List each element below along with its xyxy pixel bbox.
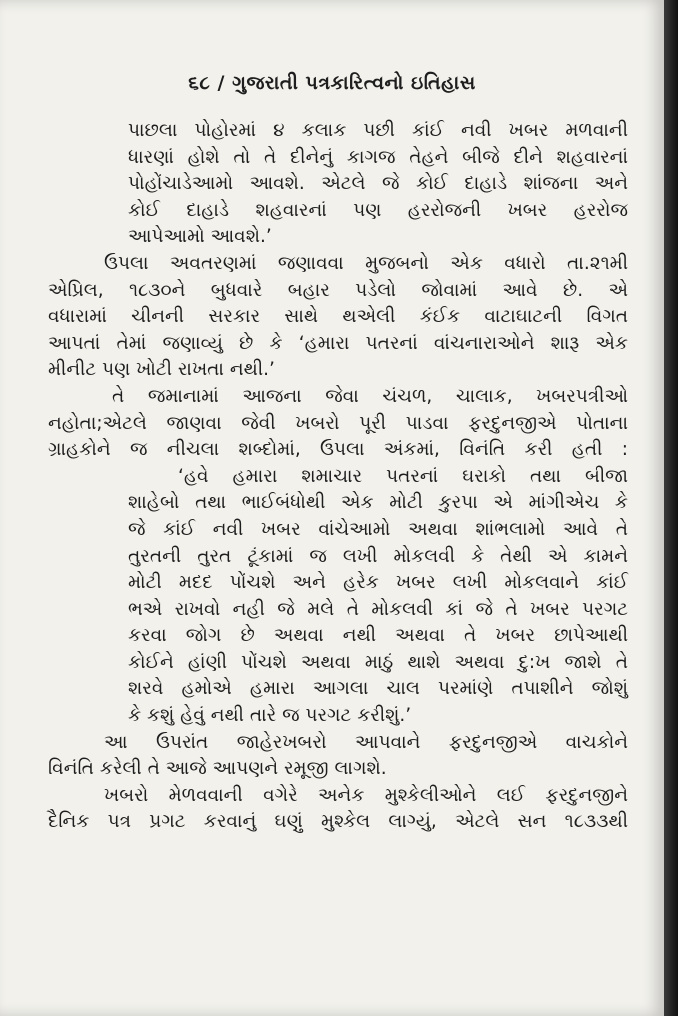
text-line: વિનંતિ કરેલી તે આજે આપણને રમૂજી લાગશે. <box>48 758 387 780</box>
page-number: ૬૮ <box>188 72 211 94</box>
text-line: કે કશું હેવું નથી તારે જ પરગટ કરીશું.’ <box>128 705 412 727</box>
text-line: જે કાંઈ નવી ખબર વાંચેઆમો અથવા શાંભલામો આવે તે <box>128 518 628 540</box>
text-line: તે જમાનામાં આજના જેવા ચંચળ, ચાલાક, ખબરપત્રીઓ <box>112 385 628 407</box>
text-line: એપ્રિલ, ૧૮૩૦ને બુધવારે બહાર પડેલો જોવામાં આવે છે. એ <box>48 279 628 301</box>
text-line: આ ઉપરાંત જાહેરખબરો આપવાને ફરદુનજીએ વાચકોને <box>104 731 628 753</box>
book-title: ગુજરાતી પત્રકારિત્વનો ઇતિહાસ <box>232 72 476 94</box>
text-line: કરવા જોગ છે અથવા નથી અથવા તે ખબર છાપેઆથી <box>128 625 628 647</box>
text-line: વધારામાં ચીનની સરકાર સાથે થએલી કંઈક વાટાઘાટની વિગત <box>48 306 628 328</box>
text-line: ‘હવે હમારા શમાચાર પતરનાં ઘરાકો તથા બીજા <box>178 465 628 487</box>
text-line: આપેઆમો આવશે.’ <box>128 226 272 248</box>
running-header <box>0 72 664 94</box>
text-line: દૈનિક પત્ર પ્રગટ કરવાનું ઘણું મુશ્કેલ લાગ્યું, એટલે સન ૧૮૩૩થી <box>48 811 628 833</box>
page-shadow-edge <box>664 0 678 1016</box>
text-line: ભએ રાખવો નહી જે મલે તે મોકલવી કાં જે તે ખબર પરગટ <box>128 598 628 620</box>
text-line: ખબરો મેળવવાની વગેરે અનેક મુશ્કેલીઓને લઈ ફરદુનજીને <box>104 784 628 806</box>
text-line: કોઈ દાહાડે શહવારનાં પણ હરરોજની ખબર હરરોજ <box>128 199 628 221</box>
header-separator: / <box>217 72 225 94</box>
text-line: મીનીટ પણ ખોટી રાખતા નથી.’ <box>48 359 275 381</box>
text-line: પાછલા પોહોરમાં ૪ કલાક પછી કાંઈ નવી ખબર મળવાની <box>128 120 628 141</box>
text-line: મોટી મદદ પોંચશે અને હરેક ખબર લખી મોકલવાને કાંઈ <box>128 572 628 594</box>
text-line: શરવે હમોએ હમારા આગલા ચાલ પરમાંણે તપાશીને જોશું <box>128 678 628 700</box>
text-line: કોઈને હાંણી પોંચશે અથવા માઠું થાશે અથવા દુ:ખ જાશે તે <box>128 651 628 673</box>
text-line: ઉપલા અવતરણમાં જણાવવા મુજબનો એક વધારો તા.૨૧મી <box>104 252 628 274</box>
text-line: પોહોંચાડેઆમો આવશે. એટલે જે કોઈ દાહાડે શાંજના અને <box>128 173 628 195</box>
text-line: તુરતની તુરત ટૂંકામાં જ લખી મોકલવી કે તેથી એ કામને <box>128 545 628 567</box>
body-text <box>0 118 664 836</box>
text-line: નહોતા;એટલે જાણવા જેવી ખબરો પૂરી પાડવા ફરદુનજીએ પોતાના <box>48 412 628 434</box>
text-line: ગ્રાહકોને જ નીચલા શબ્દોમાં, ઉપલા અંકમાં, વિનંતિ કરી હતી : <box>48 439 628 461</box>
text-line: ધારણાં હોશે તો તે દીનેનું કાગજ તેહને બીજે દીને શહવારનાં <box>128 146 628 168</box>
text-line: આપતાં તેમાં જણાવ્યું છે કે ‘હમારા પતરનાં વાંચનારાઓને શારૂ એક <box>48 332 628 354</box>
text-line: શાહેબો તથા ભાઈબંધોથી એક મોટી કુરપા એ માંગીએચ કે <box>128 492 628 514</box>
